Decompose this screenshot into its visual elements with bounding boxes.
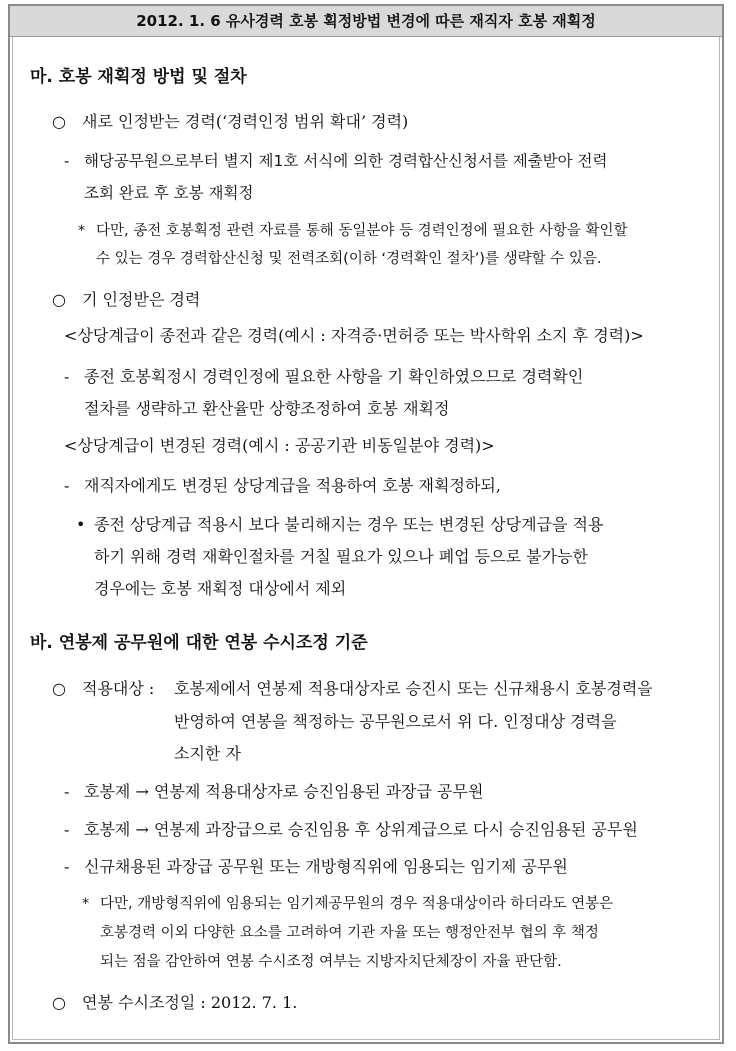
bullet-text-cont: 하기 위해 경력 재확인절차를 거칠 필요가 있으나 폐업 등으로 불가능한 (94, 547, 588, 566)
note-text: 다만, 개방형직위에 임용되는 임기제공무원의 경우 적용대상이라 하더라도 연봉은 (100, 896, 614, 912)
target-item (52, 678, 653, 700)
note-item (78, 220, 628, 242)
subheading-same-grade: <상당계급이 종전과 같은 경력(예시 : 자격증·면허증 또는 박사학위 소지 후 경력)> (64, 326, 644, 345)
date-item (52, 992, 297, 1014)
dash-marker: - (64, 476, 70, 495)
dash-text-cont: 조회 완료 후 호봉 재획정 (84, 184, 254, 202)
bullet-item (76, 514, 603, 536)
dash-marker: - (64, 820, 70, 839)
item-existing-career (52, 289, 200, 311)
dash-marker: - (64, 367, 70, 386)
dash-item (64, 819, 638, 841)
dash-item (64, 475, 501, 497)
note-text-cont: 호봉경력 이외 다양한 요소를 고려하여 기관 자율 또는 행정안전부 협의 후 책정 (100, 925, 599, 941)
dash-item (64, 856, 568, 878)
star-marker: * (78, 223, 86, 239)
dash-text: 호봉제 → 연봉제 적용대상자로 승진임용된 과장급 공무원 (84, 782, 484, 801)
note-text-cont: 되는 점을 감안하여 연봉 수시조정 여부는 지방자치단체장이 자율 판단함. (100, 954, 562, 970)
target-text-cont: 반영하여 연봉을 책정하는 공무원으로서 위 다. 인정대상 경력을 (174, 712, 617, 731)
dash-text: 신규채용된 과장급 공무원 또는 개방형직위에 임용되는 임기제 공무원 (84, 857, 568, 876)
bullet-text: 종전 상당계급 적용시 보다 불리해지는 경우 또는 변경된 상당계급을 적용 (94, 515, 604, 534)
target-text-cont: 소지한 자 (174, 744, 241, 763)
target-text: 호봉제에서 연봉제 적용대상자로 승진시 또는 신규채용시 호봉경력을 (174, 679, 653, 698)
dash-text: 재직자에게도 변경된 상당계급을 적용하여 호봉 재획정하되, (84, 476, 501, 495)
dash-item (64, 781, 483, 803)
section-heading-ba: 바. 연봉제 공무원에 대한 연봉 수시조정 기준 (30, 633, 368, 653)
item-label: 기 인정받은 경력 (82, 290, 201, 309)
page-title: 2012. 1. 6 유사경력 호봉 획정방법 변경에 따른 재직자 호봉 재획정 (10, 6, 722, 37)
star-marker: * (82, 896, 90, 912)
item-label: 새로 인정받는 경력(‘경력인정 범위 확대’ 경력) (82, 112, 409, 131)
date-text: 연봉 수시조정일 : 2012. 7. 1. (82, 993, 298, 1012)
dash-item (64, 366, 583, 388)
circle-marker: ○ (52, 679, 66, 698)
dash-marker: - (64, 151, 70, 170)
dash-text: 해당공무원으로부터 별지 제1호 서식에 의한 경력합산신청서를 제출받아 전력 (84, 152, 608, 170)
note-text-cont: 수 있는 경우 경력합산신청 및 전력조회(이하 ‘경력확인 절차’)를 생략할 수 있음. (96, 251, 602, 267)
circle-marker: ○ (52, 112, 66, 131)
dash-text: 종전 호봉획정시 경력인정에 필요한 사항을 기 확인하였으므로 경력확인 (84, 367, 584, 386)
subheading-changed-grade: <상당계급이 변경된 경력(예시 : 공공기관 비동일분야 경력)> (64, 436, 495, 455)
dash-text: 호봉제 → 연봉제 과장급으로 승진임용 후 상위계급으로 다시 승진임용된 공무원 (84, 820, 638, 839)
bullet-marker: • (76, 515, 86, 534)
note-item (82, 893, 613, 915)
section-heading-ma: 마. 호봉 재획정 방법 및 절차 (30, 67, 247, 87)
dash-marker: - (64, 782, 70, 801)
note-text: 다만, 종전 호봉획정 관련 자료를 통해 동일분야 등 경력인정에 필요한 사항을 확인할 (96, 223, 628, 239)
circle-marker: ○ (52, 993, 66, 1012)
dash-marker: - (64, 857, 70, 876)
target-label: 적용대상 : (82, 679, 155, 698)
dash-text-cont: 절차를 생략하고 환산율만 상향조정하여 호봉 재획정 (84, 399, 450, 418)
bullet-text-cont: 경우에는 호봉 재획정 대상에서 제외 (94, 579, 347, 598)
item-new-career (52, 111, 408, 133)
circle-marker: ○ (52, 290, 66, 309)
dash-item (64, 150, 714, 172)
